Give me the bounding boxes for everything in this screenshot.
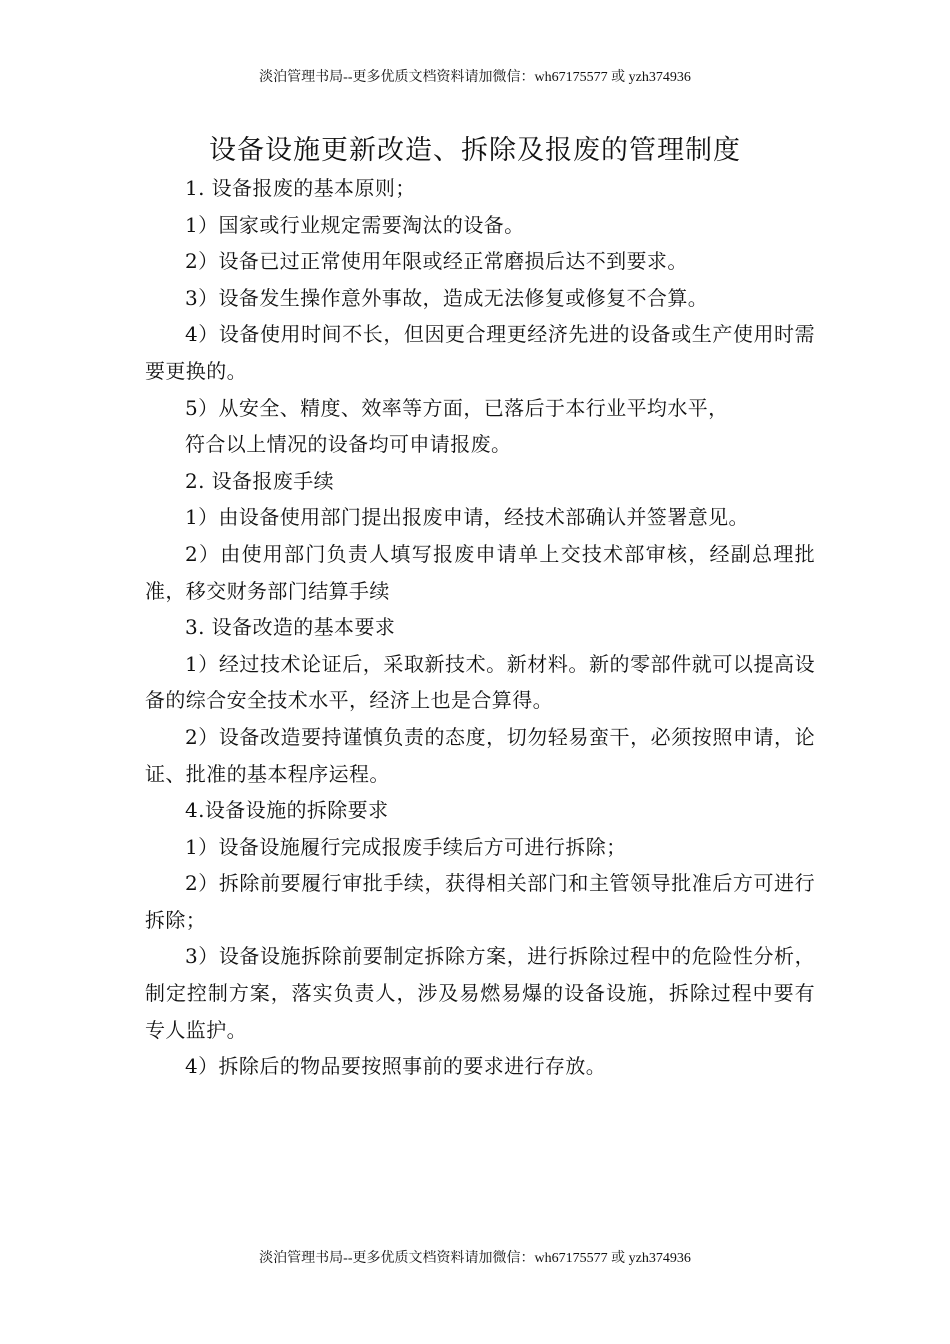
body-paragraph: 3）设备发生操作意外事故，造成无法修复或修复不合算。: [185, 285, 709, 310]
body-paragraph: 3）设备设施拆除前要制定拆除方案，进行拆除过程中的危险性分析，制定控制方案，落实负责人，涉及易燃易爆的设备设施，拆除过程中要有专人监护。: [145, 944, 815, 1042]
page-header: 淡泊管理书局--更多优质文档资料请加微信：wh67175577 或 yzh374936: [259, 70, 691, 85]
body-paragraph: 1）国家或行业规定需要淘汰的设备。: [185, 212, 525, 237]
body-paragraph: 1. 设备报废的基本原则；: [185, 176, 416, 200]
body-paragraph: 4.设备设施的拆除要求: [185, 798, 389, 823]
body-paragraph: 2）由使用部门负责人填写报废申请单上交技术部审核，经副总理批准，移交财务部门结算手续: [145, 541, 815, 603]
body-paragraph: 符合以上情况的设备均可申请报废。: [185, 432, 512, 457]
page-footer: 淡泊管理书局--更多优质文档资料请加微信：wh67175577 或 yzh374936: [259, 1251, 691, 1266]
body-paragraph: 2）设备已过正常使用年限或经正常磨损后达不到要求。: [185, 249, 688, 274]
body-paragraph: 5）从安全、精度、效率等方面，已落后于本行业平均水平，: [185, 395, 729, 420]
body-paragraph: 3. 设备改造的基本要求: [185, 615, 396, 640]
body-paragraph: 1）由设备使用部门提出报废申请，经技术部确认并签署意见。: [185, 505, 749, 530]
body-paragraph: 4）设备使用时间不长，但因更合理更经济先进的设备或生产使用时需要更换的。: [145, 322, 815, 383]
document-title: 设备设施更新改造、拆除及报废的管理制度: [209, 135, 741, 166]
body-paragraph: 2. 设备报废手续: [185, 468, 335, 493]
body-paragraph: 4）拆除后的物品要按照事前的要求进行存放。: [185, 1054, 607, 1079]
body-paragraph: 1）设备设施履行完成报废手续后方可进行拆除；: [185, 834, 627, 859]
body-paragraph: 2）拆除前要履行审批手续，获得相关部门和主管领导批准后方可进行拆除；: [145, 871, 815, 932]
body-paragraph: 2）设备改造要持谨慎负责的态度，切勿轻易蛮干，必须按照申请，论证、批准的基本程序运程。: [145, 724, 815, 786]
document-body: [145, 170, 815, 1085]
body-paragraph: 1）经过技术论证后，采取新技术。新材料。新的零部件就可以提高设备的综合安全技术水平，经济上也是合算得。: [145, 651, 815, 713]
